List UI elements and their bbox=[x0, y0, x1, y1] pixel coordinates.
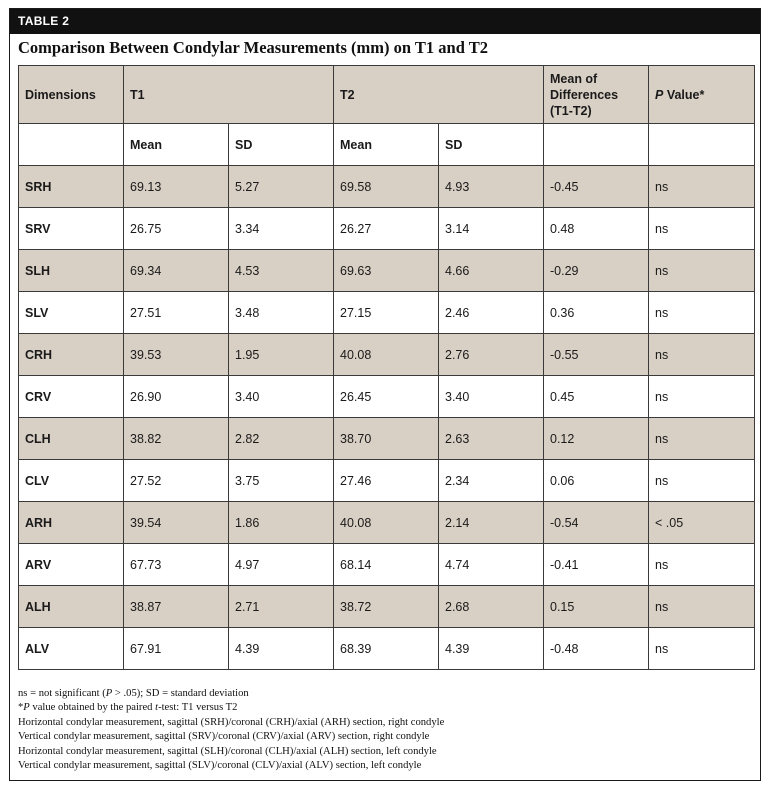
header-mean-differences bbox=[544, 66, 649, 124]
cell-dimension: CLH bbox=[19, 418, 124, 460]
cell-dimension: SLH bbox=[19, 250, 124, 292]
cell-t1-sd: 2.82 bbox=[229, 418, 334, 460]
cell-t2-sd: 2.34 bbox=[439, 460, 544, 502]
cell-p-value: ns bbox=[649, 460, 755, 502]
cell-t1-mean: 69.34 bbox=[124, 250, 229, 292]
cell-p-value: ns bbox=[649, 586, 755, 628]
cell-dimension: SRV bbox=[19, 208, 124, 250]
cell-t1-mean: 67.73 bbox=[124, 544, 229, 586]
subheader-t2-sd: SD bbox=[439, 124, 544, 166]
data-table bbox=[18, 65, 755, 670]
cell-dimension: ARV bbox=[19, 544, 124, 586]
cell-t1-mean: 39.54 bbox=[124, 502, 229, 544]
cell-t1-sd: 4.97 bbox=[229, 544, 334, 586]
cell-mean-difference: 0.36 bbox=[544, 292, 649, 334]
footnote-horizontal-right: Horizontal condylar measurement, sagittal (SRH)/coronal (CRH)/axial (ARH) section, right condyle bbox=[18, 716, 445, 728]
cell-t1-sd: 4.39 bbox=[229, 628, 334, 670]
table-label: TABLE 2 bbox=[10, 9, 760, 34]
cell-dimension: ARH bbox=[19, 502, 124, 544]
cell-t1-mean: 67.91 bbox=[124, 628, 229, 670]
table-row bbox=[19, 334, 755, 376]
table-frame bbox=[9, 8, 761, 781]
cell-t2-sd: 2.46 bbox=[439, 292, 544, 334]
cell-t1-sd: 2.71 bbox=[229, 586, 334, 628]
header-p-value bbox=[649, 66, 755, 124]
cell-mean-difference: -0.48 bbox=[544, 628, 649, 670]
header-mean-diff-line1: Mean of bbox=[550, 71, 598, 86]
cell-t2-sd: 2.63 bbox=[439, 418, 544, 460]
cell-mean-difference: -0.41 bbox=[544, 544, 649, 586]
cell-dimension: CRV bbox=[19, 376, 124, 418]
cell-dimension: SRH bbox=[19, 166, 124, 208]
cell-t2-mean: 68.39 bbox=[334, 628, 439, 670]
subheader-empty bbox=[649, 124, 755, 166]
cell-t2-sd: 4.66 bbox=[439, 250, 544, 292]
cell-t1-sd: 3.34 bbox=[229, 208, 334, 250]
cell-p-value: ns bbox=[649, 208, 755, 250]
cell-t2-mean: 26.45 bbox=[334, 376, 439, 418]
subheader-empty bbox=[544, 124, 649, 166]
table-row bbox=[19, 502, 755, 544]
cell-t2-sd: 4.74 bbox=[439, 544, 544, 586]
header-t1: T1 bbox=[124, 66, 334, 124]
cell-p-value: ns bbox=[649, 250, 755, 292]
cell-mean-difference: -0.29 bbox=[544, 250, 649, 292]
cell-t1-sd: 3.48 bbox=[229, 292, 334, 334]
cell-t1-sd: 1.95 bbox=[229, 334, 334, 376]
header-mean-diff-line3: (T1-T2) bbox=[550, 103, 592, 118]
header-t2: T2 bbox=[334, 66, 544, 124]
cell-dimension: ALV bbox=[19, 628, 124, 670]
header-mean-diff-line2: Differences bbox=[550, 87, 619, 102]
cell-p-value: ns bbox=[649, 166, 755, 208]
cell-mean-difference: 0.15 bbox=[544, 586, 649, 628]
cell-t2-mean: 27.15 bbox=[334, 292, 439, 334]
table-row bbox=[19, 166, 755, 208]
header-row bbox=[19, 66, 755, 124]
subheader-t1-sd: SD bbox=[229, 124, 334, 166]
subheader-t1-mean: Mean bbox=[124, 124, 229, 166]
footnote-horizontal-left: Horizontal condylar measurement, sagittal (SLH)/coronal (CLH)/axial (ALH) section, left condyle bbox=[18, 745, 437, 757]
cell-t1-mean: 38.87 bbox=[124, 586, 229, 628]
cell-p-value: ns bbox=[649, 544, 755, 586]
cell-mean-difference: 0.45 bbox=[544, 376, 649, 418]
footnote-ns: ns = not significant (P > .05); SD = standard deviation bbox=[18, 688, 249, 699]
cell-t2-mean: 26.27 bbox=[334, 208, 439, 250]
cell-dimension: CLV bbox=[19, 460, 124, 502]
cell-t2-sd: 3.14 bbox=[439, 208, 544, 250]
subheader-t2-mean: Mean bbox=[334, 124, 439, 166]
cell-t2-mean: 69.63 bbox=[334, 250, 439, 292]
cell-t1-mean: 26.90 bbox=[124, 376, 229, 418]
cell-mean-difference: -0.54 bbox=[544, 502, 649, 544]
cell-t1-mean: 27.51 bbox=[124, 292, 229, 334]
cell-t1-sd: 3.40 bbox=[229, 376, 334, 418]
table-row bbox=[19, 250, 755, 292]
cell-dimension: SLV bbox=[19, 292, 124, 334]
header-p-rest: Value* bbox=[663, 87, 705, 102]
cell-t2-mean: 69.58 bbox=[334, 166, 439, 208]
cell-t1-mean: 38.82 bbox=[124, 418, 229, 460]
cell-mean-difference: 0.48 bbox=[544, 208, 649, 250]
cell-t1-mean: 27.52 bbox=[124, 460, 229, 502]
cell-p-value: ns bbox=[649, 418, 755, 460]
table-row bbox=[19, 544, 755, 586]
cell-t2-sd: 2.68 bbox=[439, 586, 544, 628]
cell-p-value: ns bbox=[649, 376, 755, 418]
subheader-empty bbox=[19, 124, 124, 166]
footnote-vertical-left: Vertical condylar measurement, sagittal (SLV)/coronal (CLV)/axial (ALV) section, left condyle bbox=[18, 760, 422, 772]
cell-t1-sd: 1.86 bbox=[229, 502, 334, 544]
table-row bbox=[19, 460, 755, 502]
table-row bbox=[19, 376, 755, 418]
cell-p-value: ns bbox=[649, 334, 755, 376]
table-footnotes bbox=[18, 687, 444, 773]
cell-t1-mean: 26.75 bbox=[124, 208, 229, 250]
table-row bbox=[19, 292, 755, 334]
cell-t2-mean: 40.08 bbox=[334, 502, 439, 544]
cell-p-value: < .05 bbox=[649, 502, 755, 544]
header-p-letter: P bbox=[655, 87, 664, 102]
cell-mean-difference: -0.45 bbox=[544, 166, 649, 208]
cell-t2-mean: 27.46 bbox=[334, 460, 439, 502]
table-row bbox=[19, 586, 755, 628]
cell-t1-sd: 5.27 bbox=[229, 166, 334, 208]
table-row bbox=[19, 208, 755, 250]
cell-mean-difference: 0.12 bbox=[544, 418, 649, 460]
data-rows bbox=[19, 166, 755, 670]
cell-t2-mean: 68.14 bbox=[334, 544, 439, 586]
cell-t2-sd: 2.14 bbox=[439, 502, 544, 544]
header-dimensions: Dimensions bbox=[19, 66, 124, 124]
cell-mean-difference: -0.55 bbox=[544, 334, 649, 376]
cell-p-value: ns bbox=[649, 628, 755, 670]
table-row bbox=[19, 418, 755, 460]
cell-mean-difference: 0.06 bbox=[544, 460, 649, 502]
cell-t2-mean: 40.08 bbox=[334, 334, 439, 376]
cell-t2-sd: 3.40 bbox=[439, 376, 544, 418]
subheader-row bbox=[19, 124, 755, 166]
cell-dimension: CRH bbox=[19, 334, 124, 376]
footnote-vertical-right: Vertical condylar measurement, sagittal (SRV)/coronal (CRV)/axial (ARV) section, right condyle bbox=[18, 731, 430, 743]
cell-t2-sd: 2.76 bbox=[439, 334, 544, 376]
cell-t2-sd: 4.39 bbox=[439, 628, 544, 670]
cell-t2-mean: 38.72 bbox=[334, 586, 439, 628]
table-title: Comparison Between Condylar Measurements (mm) on T1 and T2 bbox=[18, 38, 488, 57]
cell-p-value: ns bbox=[649, 292, 755, 334]
cell-t1-sd: 4.53 bbox=[229, 250, 334, 292]
cell-t1-mean: 69.13 bbox=[124, 166, 229, 208]
cell-t1-sd: 3.75 bbox=[229, 460, 334, 502]
cell-t1-mean: 39.53 bbox=[124, 334, 229, 376]
cell-t2-mean: 38.70 bbox=[334, 418, 439, 460]
footnote-p-value: *P value obtained by the paired t-test: T1 versus T2 bbox=[18, 702, 238, 714]
cell-dimension: ALH bbox=[19, 586, 124, 628]
cell-t2-sd: 4.93 bbox=[439, 166, 544, 208]
table-row bbox=[19, 628, 755, 670]
